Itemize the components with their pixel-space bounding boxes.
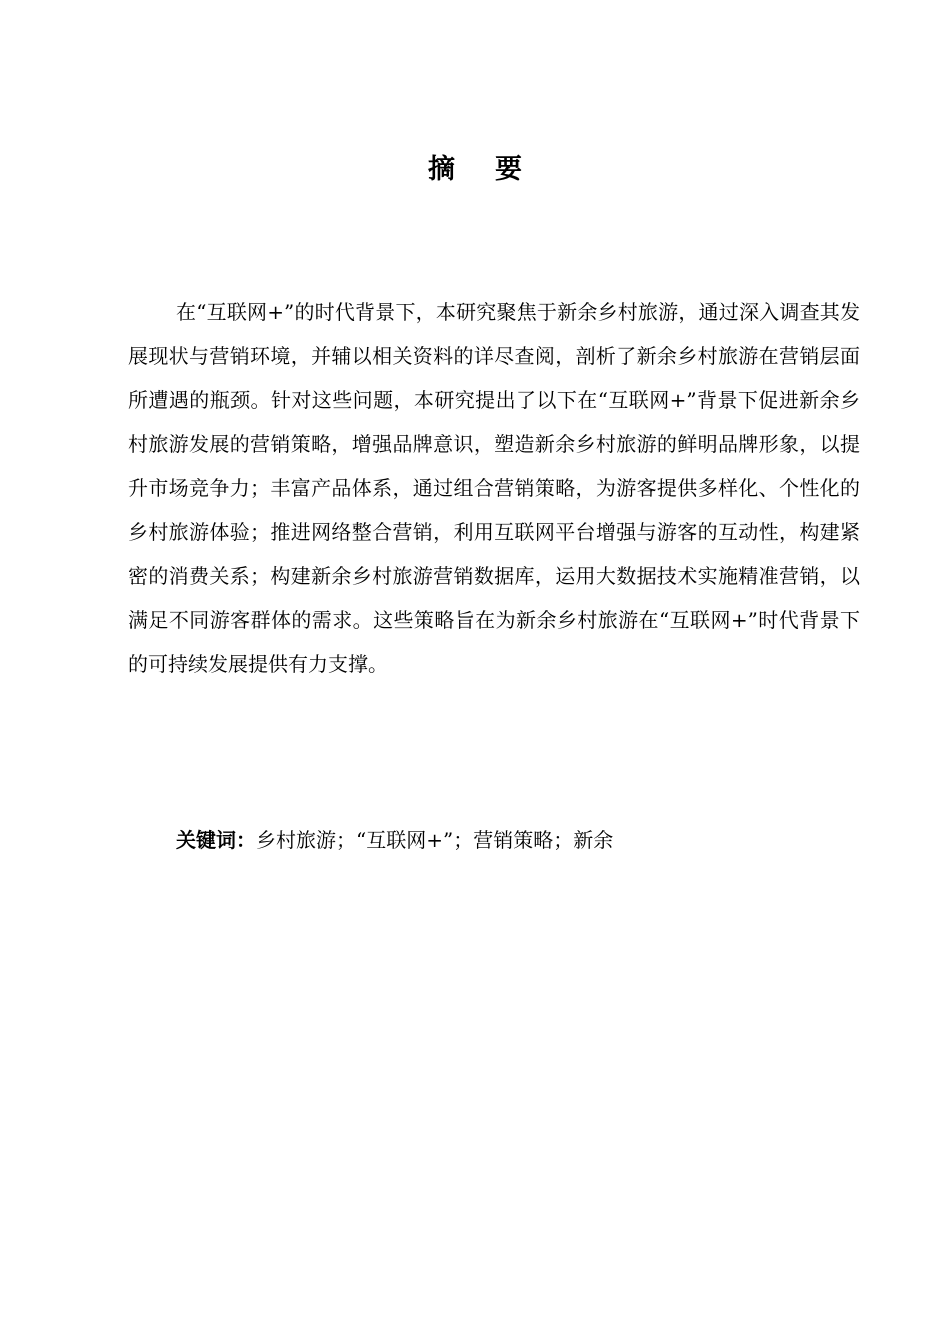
keywords-line bbox=[176, 818, 860, 862]
keywords-label: 关键词： bbox=[176, 828, 256, 852]
abstract-heading-char-2: 要 bbox=[495, 154, 522, 185]
abstract-heading-char-1: 摘 bbox=[428, 154, 455, 185]
abstract-paragraph: 在“互联网+”的时代背景下，本研究聚焦于新余乡村旅游，通过深入调查其发展现状与营销环境，并辅以相关资料的详尽查阅，剖析了新余乡村旅游在营销层面所遭遇的瓶颈。针对这些问题，本研究提出了以下在“互联网+”背景下促进新余乡村旅游发展的营销策略，增强品牌意识，塑造新余乡村旅游的鲜明品牌形象，以提升市场竞争力；丰富产品体系，通过组合营销策略，为游客提供多样化、个性化的乡村旅游体验；推进网络整合营销，利用互联网平台增强与游客的互动性，构建紧密的消费关系；构建新余乡村旅游营销数据库，运用大数据技术实施精准营销，以满足不同游客群体的需求。这些策略旨在为新余乡村旅游在“互联网+”时代背景下的可持续发展提供有力支撑。 bbox=[128, 300, 860, 676]
keywords-value: 乡村旅游；“互联网+”；营销策略；新余 bbox=[256, 828, 614, 852]
abstract-heading bbox=[0, 150, 950, 190]
